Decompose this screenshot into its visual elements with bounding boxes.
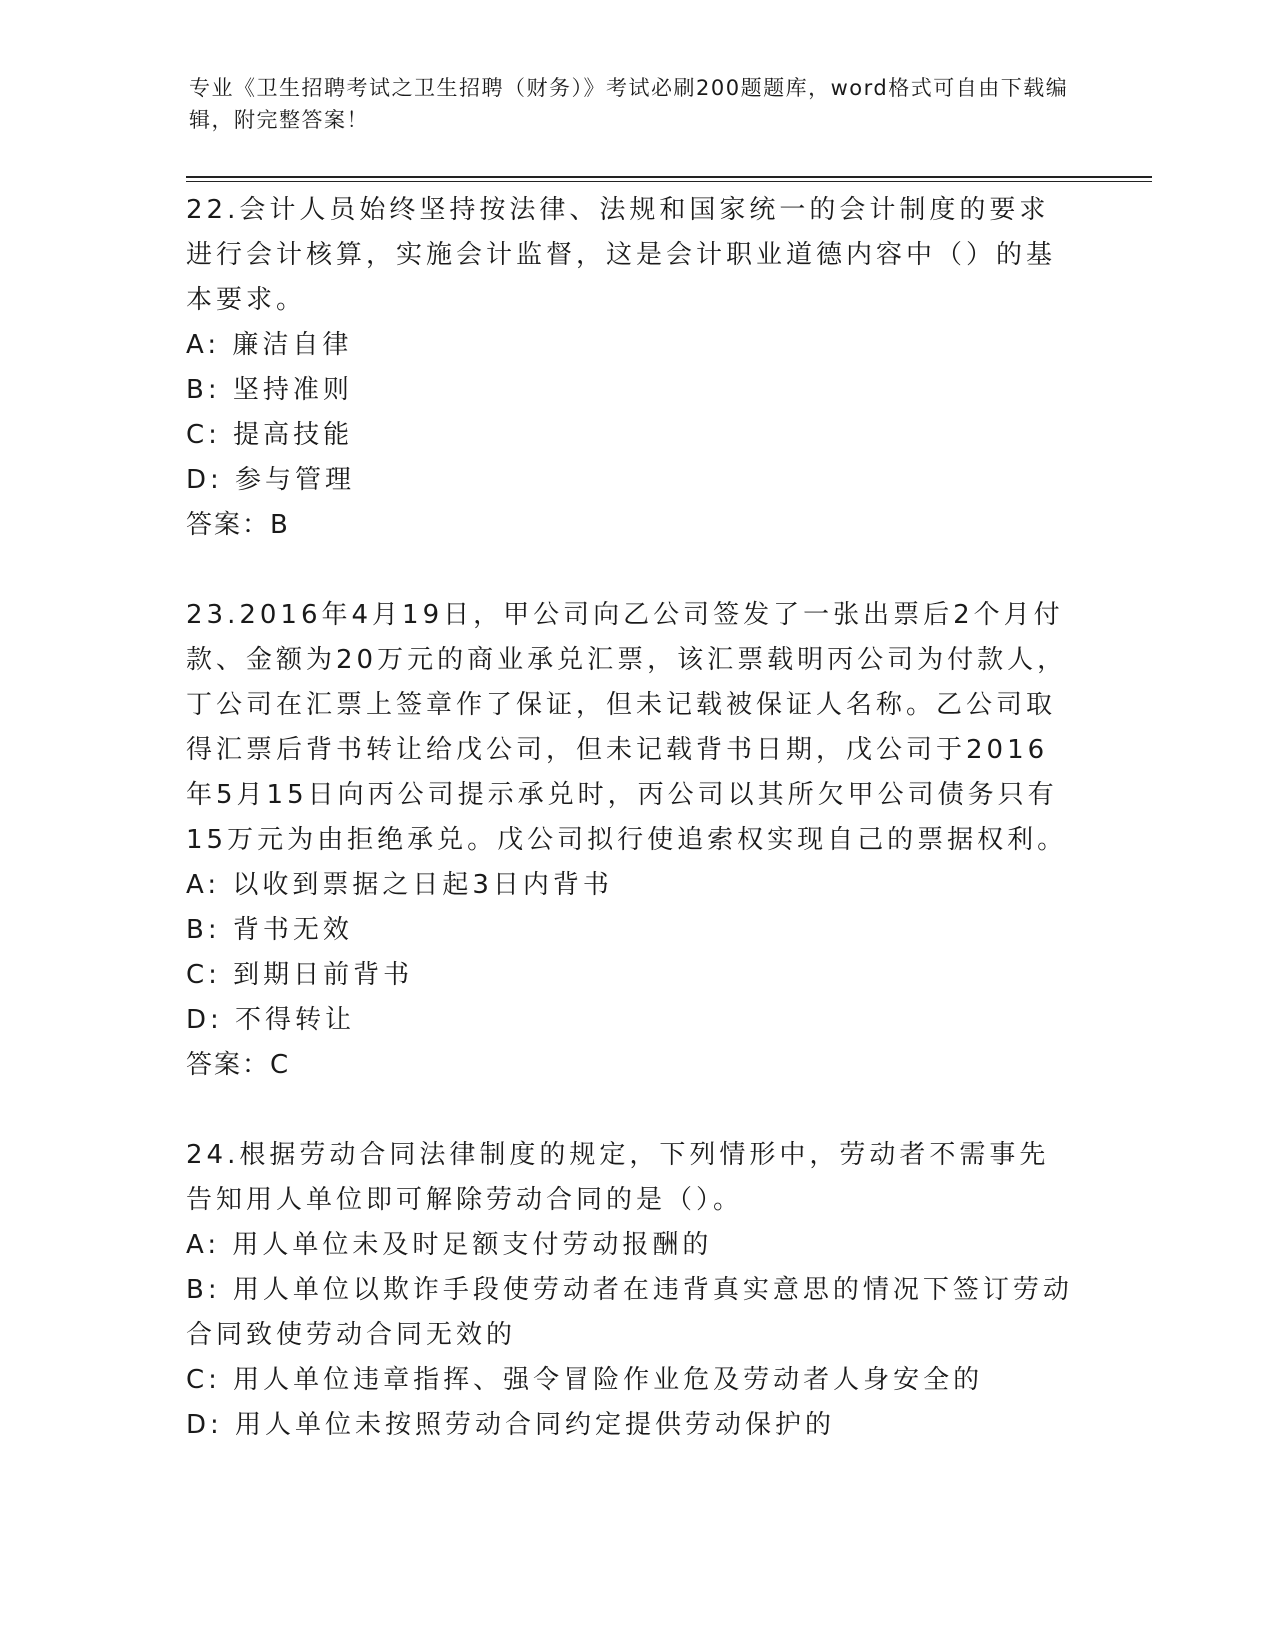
question-stem: 23.2016年4月19日，甲公司向乙公司签发了一张出票后2个月付款、金额为20万元的商业承兑汇票，该汇票载明丙公司为付款人，丁公司在汇票上签章作了保证，但未记载被保证人名称。乙公司取得汇票后背书转让给戊公司，但未记载背书日期，戊公司于2016年5月15日向丙公司提示承兑时，丙公司以其所欠甲公司债务只有15万元为由拒绝承兑。戊公司拟行使追索权实现自己的票据权利。 (186, 600, 1068, 855)
header-rule-thick (186, 176, 1152, 178)
option-d: D: 不得转让 (186, 1005, 356, 1035)
question-list (186, 188, 1076, 1448)
answer-line: 答案：B (186, 510, 290, 540)
option-d: D: 用人单位未按照劳动合同约定提供劳动保护的 (186, 1410, 836, 1440)
question-stem: 24.根据劳动合同法律制度的规定，下列情形中，劳动者不需事先告知用人单位即可解除劳动合同的是（）。 (186, 1140, 1050, 1215)
option-b: B: 用人单位以欺诈手段使劳动者在违背真实意思的情况下签订劳动合同致使劳动合同无效的 (186, 1275, 1073, 1350)
option-a: A: 廉洁自律 (186, 330, 353, 360)
question-23 (186, 593, 1076, 1088)
question-24 (186, 1133, 1076, 1448)
question-22 (186, 188, 1076, 548)
option-c: C: 用人单位违章指挥、强令冒险作业危及劳动者人身安全的 (186, 1365, 984, 1395)
option-a: A: 以收到票据之日起3日内背书 (186, 870, 613, 900)
option-a: A: 用人单位未及时足额支付劳动报酬的 (186, 1230, 713, 1260)
option-c: C: 提高技能 (186, 420, 354, 450)
answer-line: 答案：C (186, 1050, 291, 1080)
document-header: 专业《卫生招聘考试之卫生招聘（财务）》考试必刷200题题库，word格式可自由下载编辑，附完整答案！ (189, 76, 1069, 132)
option-b: B: 背书无效 (186, 915, 353, 945)
option-d: D: 参与管理 (186, 465, 356, 495)
header-rule-thin (186, 181, 1152, 182)
question-stem: 22.会计人员始终坚持按法律、法规和国家统一的会计制度的要求进行会计核算，实施会计监督，这是会计职业道德内容中（）的基本要求。 (186, 195, 1057, 315)
option-b: B: 坚持准则 (186, 375, 353, 405)
option-c: C: 到期日前背书 (186, 960, 414, 990)
